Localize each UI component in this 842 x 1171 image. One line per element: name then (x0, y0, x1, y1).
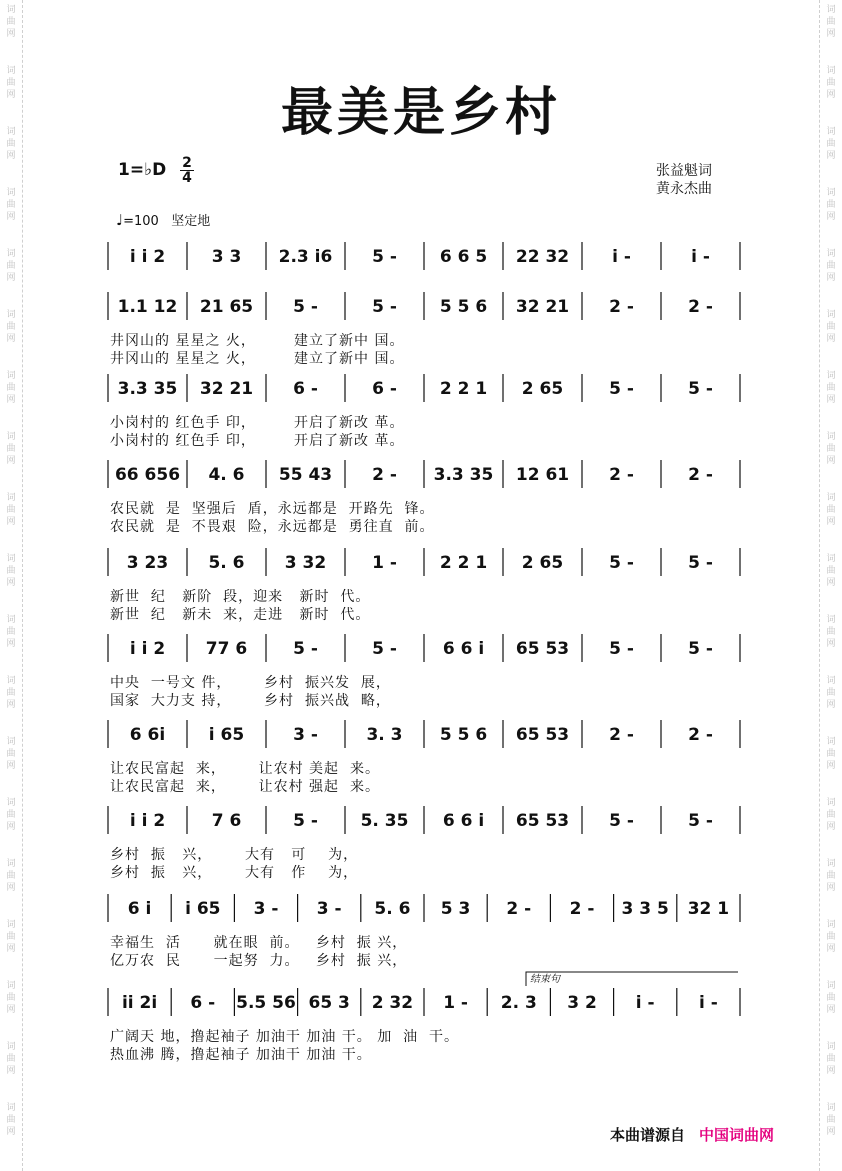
measure-notes: 5 - (293, 297, 318, 317)
watermark-glyphs: 词 曲 网 (826, 493, 836, 527)
measure-notes: 2 2 1 (439, 379, 488, 399)
measure-notes: 2 65 (521, 379, 564, 399)
lyric-line: 新世 纪 新阶 段，迎来 新时 代。 (110, 589, 371, 605)
watermark-glyphs: 词 曲 网 (6, 432, 16, 466)
measure-notes: 5 - (372, 247, 397, 267)
watermark-glyphs: 词 曲 网 (6, 66, 16, 100)
measure-notes: i i 2 (129, 247, 166, 267)
source-label: 本曲谱源自 (610, 1126, 686, 1144)
measure-notes: 2 32 (371, 993, 414, 1013)
measure-notes: 2 - (609, 297, 634, 317)
lyric-line: 让农民富起 来， 让农村 美起 来。 (110, 761, 380, 777)
measure-notes: 2 - (569, 899, 595, 919)
lyric-line: 让农民富起 来， 让农村 强起 来。 (110, 779, 380, 795)
measure-notes: 5 - (688, 811, 713, 831)
measure-notes: 65 3 (308, 993, 350, 1013)
measure-notes: 12 61 (515, 465, 570, 485)
ending-label: 结束句 (530, 974, 560, 985)
watermark-glyphs: 词 曲 网 (826, 615, 836, 649)
measure-notes: 66 656 (114, 465, 181, 485)
measure-notes: 65 53 (515, 639, 570, 659)
watermark-glyphs: 词 曲 网 (6, 188, 16, 222)
measure-notes: 3 - (253, 899, 279, 919)
key-signature: 1=♭D (118, 160, 167, 180)
measure-notes: 55 43 (278, 465, 333, 485)
expression-marking: 坚定地 (171, 214, 211, 229)
measure-notes: 65 53 (515, 725, 570, 745)
measure-notes: 3.3 35 (433, 465, 494, 485)
lyric-line: 乡村 振 兴， 大有 作 为， (110, 865, 359, 881)
measure-notes: 2 - (506, 899, 532, 919)
quarter-note-icon: ♩ (116, 211, 124, 229)
measure-notes: 2 - (609, 465, 634, 485)
measure-notes: 6 - (293, 379, 318, 399)
measure-notes: 6 6i (129, 725, 166, 745)
lyric-line: 小岗村的 红色手 印， 开启了新改 革。 (110, 433, 405, 449)
measure-notes: 2 - (609, 725, 634, 745)
measure-notes: 2 - (372, 465, 397, 485)
lyric-line: 农民就 是 不畏艰 险，永远都是 勇往直 前。 (110, 519, 435, 535)
measure-notes: 1 - (372, 553, 397, 573)
lyric-line: 国家 大力支 持， 乡村 振兴战 略， (110, 693, 391, 709)
lyric-line: 农民就 是 坚强后 盾，永远都是 开路先 锋。 (110, 501, 435, 517)
time-signature-top: 2 (182, 155, 192, 171)
watermark-glyphs: 词 曲 网 (826, 127, 836, 161)
measure-notes: 5 5 6 (439, 297, 488, 317)
measure-notes: 5 - (688, 553, 713, 573)
measure-notes: 2 - (688, 725, 713, 745)
measure-notes: i 65 (185, 899, 221, 919)
watermark-glyphs: 词 曲 网 (826, 1042, 836, 1076)
song-title: 最美是乡村 (280, 82, 561, 143)
lyric-line: 小岗村的 红色手 印， 开启了新改 革。 (110, 415, 405, 431)
time-signature-bottom: 4 (182, 170, 192, 186)
measure-notes: 5. 35 (360, 811, 409, 831)
measure-notes: 3 32 (284, 553, 327, 573)
measure-notes: 3 - (293, 725, 318, 745)
watermark-glyphs: 词 曲 网 (826, 981, 836, 1015)
measure-notes: 3 - (316, 899, 342, 919)
watermark-glyphs: 词 曲 网 (6, 859, 16, 893)
lyric-line: 中央 一号文 件， 乡村 振兴发 展， (110, 675, 391, 691)
measure-notes: i 65 (208, 725, 245, 745)
measure-notes: 32 21 (515, 297, 570, 317)
watermark-glyphs: 词 曲 网 (6, 310, 16, 344)
measure-notes: 3 3 (211, 247, 242, 267)
measure-notes: 3.3 35 (117, 379, 178, 399)
measure-notes: 3 23 (126, 553, 169, 573)
measure-notes: 1.1 12 (117, 297, 178, 317)
watermark-glyphs: 词 曲 网 (6, 1103, 16, 1137)
watermark-glyphs: 词 曲 网 (6, 371, 16, 405)
lyric-line: 新世 纪 新未 来，走进 新时 代。 (110, 607, 371, 623)
watermark-glyphs: 词 曲 网 (826, 798, 836, 832)
measure-notes: i i 2 (129, 639, 166, 659)
measure-notes: 6 - (372, 379, 397, 399)
tempo-value: =100 (123, 214, 159, 229)
watermark-glyphs: 词 曲 网 (6, 5, 16, 39)
measure-notes: 6 6 5 (439, 247, 488, 267)
lyric-line: 井冈山的 星星之 火， 建立了新中 国。 (110, 351, 405, 367)
measure-notes: 6 6 i (442, 639, 485, 659)
measure-notes: 5 - (609, 553, 634, 573)
measure-notes: 1 - (443, 993, 469, 1013)
measure-notes: 3 3 5 (621, 899, 669, 919)
lyricist: 张益魁词 (656, 163, 712, 179)
measure-notes: 32 21 (199, 379, 254, 399)
measure-notes: 5 - (609, 379, 634, 399)
watermark-glyphs: 词 曲 网 (826, 188, 836, 222)
watermark-glyphs: 词 曲 网 (826, 432, 836, 466)
lyric-line: 亿万农 民 一起努 力。 乡村 振 兴， (110, 953, 408, 969)
measure-notes: 6 i (127, 899, 152, 919)
measure-notes: i - (698, 993, 718, 1013)
lyric-line: 热血沸 腾，撸起袖子 加油干 加油 干。 (110, 1047, 372, 1063)
watermark-glyphs: 词 曲 网 (6, 127, 16, 161)
measure-notes: 2 - (688, 465, 713, 485)
measure-notes: 77 6 (205, 639, 248, 659)
measure-notes: 5 - (688, 379, 713, 399)
measure-notes: 5 - (293, 639, 318, 659)
measure-notes: 6 6 i (442, 811, 485, 831)
source-note (610, 1124, 774, 1145)
measure-notes: 22 32 (515, 247, 570, 267)
watermark-glyphs: 词 曲 网 (826, 1103, 836, 1137)
measure-notes: 2 - (688, 297, 713, 317)
measure-notes: 6 - (190, 993, 216, 1013)
measure-notes: ii 2i (121, 993, 158, 1013)
lyric-line: 幸福生 活 就在眼 前。 乡村 振 兴， (110, 935, 408, 951)
measure-notes: 7 6 (211, 811, 242, 831)
measure-notes: 4. 6 (208, 465, 245, 485)
watermark-glyphs: 词 曲 网 (826, 371, 836, 405)
watermark-glyphs: 词 曲 网 (6, 798, 16, 832)
measure-notes: 5. 6 (208, 553, 245, 573)
watermark-glyphs: 词 曲 网 (826, 859, 836, 893)
measure-notes: 3. 3 (366, 725, 403, 745)
lyric-line: 乡村 振 兴， 大有 可 为， (110, 847, 359, 863)
measure-notes: 2.3 i6 (278, 247, 333, 267)
measure-notes: 21 65 (199, 297, 254, 317)
measure-notes: 5 - (609, 811, 634, 831)
watermark-glyphs: 词 曲 网 (826, 66, 836, 100)
watermark-glyphs: 词 曲 网 (6, 981, 16, 1015)
measure-notes: 5 - (372, 297, 397, 317)
measure-notes: i - (635, 993, 655, 1013)
watermark-glyphs: 词 曲 网 (6, 1042, 16, 1076)
watermark-glyphs: 词 曲 网 (6, 615, 16, 649)
source-brand: 中国词曲网 (699, 1126, 775, 1144)
watermark-glyphs: 词 曲 网 (826, 676, 836, 710)
measure-notes: 5 - (688, 639, 713, 659)
measure-notes: i - (691, 247, 710, 267)
watermark-glyphs: 词 曲 网 (826, 5, 836, 39)
measure-notes: 5.5 56 (236, 993, 296, 1013)
measure-notes: 32 1 (687, 899, 730, 919)
watermark-glyphs: 词 曲 网 (826, 554, 836, 588)
measure-notes: 2. 3 (500, 993, 537, 1013)
measure-notes: 5 - (609, 639, 634, 659)
watermark-glyphs: 词 曲 网 (6, 554, 16, 588)
measure-notes: 5 - (293, 811, 318, 831)
measure-notes: 3 2 (567, 993, 597, 1013)
watermark-glyphs: 词 曲 网 (826, 737, 836, 771)
watermark-glyphs: 词 曲 网 (6, 493, 16, 527)
measure-notes: 5 - (372, 639, 397, 659)
composer: 黄永杰曲 (656, 181, 712, 197)
watermark-glyphs: 词 曲 网 (826, 920, 836, 954)
measure-notes: 5. 6 (374, 899, 411, 919)
watermark-glyphs: 词 曲 网 (6, 737, 16, 771)
measure-notes: i i 2 (129, 811, 166, 831)
watermark-glyphs: 词 曲 网 (6, 920, 16, 954)
watermark-glyphs: 词 曲 网 (6, 249, 16, 283)
measure-notes: 65 53 (515, 811, 570, 831)
measure-notes: 2 2 1 (439, 553, 488, 573)
measure-notes: i - (612, 247, 631, 267)
lyric-line: 广阔天 地，撸起袖子 加油干 加油 干。 加 油 干。 (110, 1029, 460, 1045)
watermark-glyphs: 词 曲 网 (826, 249, 836, 283)
measure-notes: 5 5 6 (439, 725, 488, 745)
lyric-line: 井冈山的 星星之 火， 建立了新中 国。 (110, 333, 405, 349)
measure-notes: 5 3 (440, 899, 471, 919)
measure-notes: 2 65 (521, 553, 564, 573)
watermark-glyphs: 词 曲 网 (6, 676, 16, 710)
watermark-glyphs: 词 曲 网 (826, 310, 836, 344)
